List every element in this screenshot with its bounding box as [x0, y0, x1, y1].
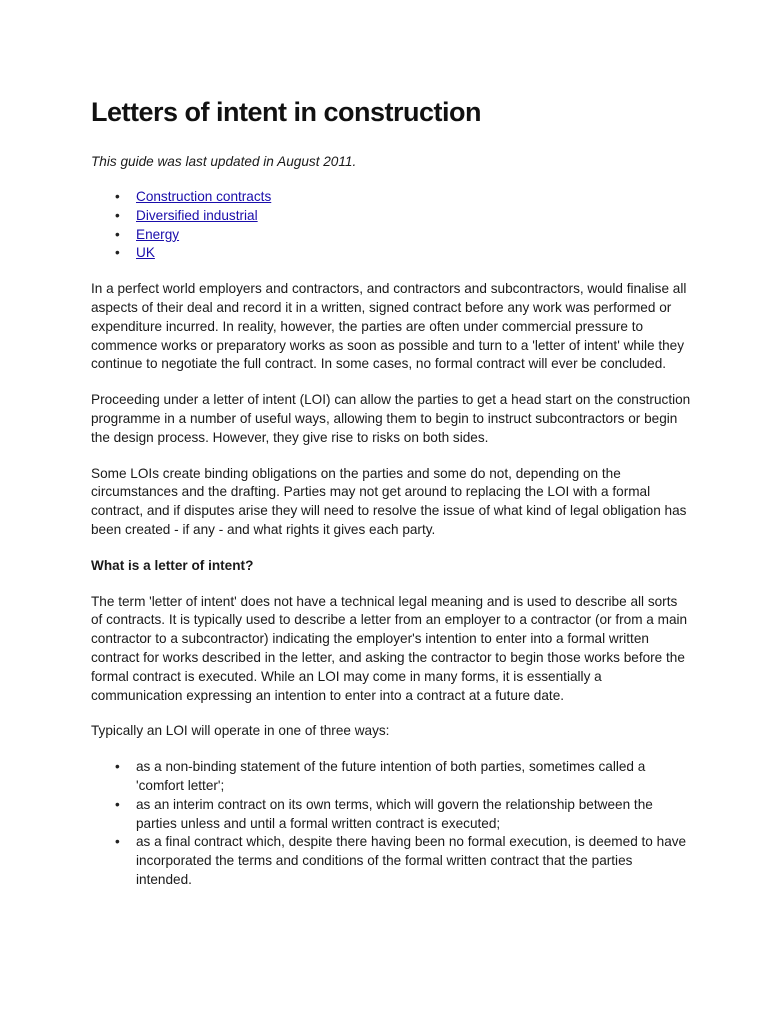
tag-link-construction-contracts[interactable]: Construction contracts	[136, 189, 272, 204]
intro-paragraph-3: Some LOIs create binding obligations on the parties and some do not, depending on the circumstances and the drafting. Parties may not get around to replacing the LOI with a formal contract, and if disputes arise they will need to resolve the issue of what kind of legal obligation has been created - if any - and what rights it gives each party.	[91, 465, 687, 537]
list-item: • as an interim contract on its own terms, which will govern the relationship between the parties unless and until a formal written contract is executed;	[91, 796, 691, 834]
intro-paragraph-1: In a perfect world employers and contractors, and contractors and subcontractors, would finalise all aspects of their deal and record it in a written, signed contract before any work was performed or expenditure incurred. In reality, however, the parties are often under commercial pressure to commence works or preparatory works as soon as possible and turn to a 'letter of intent' while they continue to negotiate the full contract. In some cases, no formal contract will ever be concluded.	[91, 281, 687, 372]
tag-link-diversified-industrial[interactable]: Diversified industrial	[136, 207, 258, 223]
list-item	[91, 244, 691, 263]
article	[91, 92, 691, 890]
list-item	[91, 207, 691, 226]
last-updated-note: This guide was last updated in August 2011.	[91, 154, 357, 169]
list-item	[91, 188, 691, 207]
tag-link-uk[interactable]: UK	[136, 245, 155, 261]
section-heading: What is a letter of intent?	[91, 557, 254, 573]
tag-list	[91, 188, 691, 263]
list-item: • as a non-binding statement of the future intention of both parties, sometimes called a 'comfort letter';	[91, 758, 691, 796]
intro-paragraph-2: Proceeding under a letter of intent (LOI) can allow the parties to get a head start on the construction programme in a number of useful ways, allowing them to begin to instruct subcontractors or begin the design process. However, they give rise to risks on both sides.	[91, 392, 691, 445]
list-item	[91, 226, 691, 245]
section-paragraph-1: The term 'letter of intent' does not have a technical legal meaning and is used to describe all sorts of contracts. It is typically used to describe a letter from an employer to a contractor (or from a main contractor to a subcontractor) indicating the employer's intention to enter into a formal written contract for works described in the letter, and asking the contractor to begin those works before the formal contract is executed. While an LOI may come in many forms, it is essentially a communication expressing an intention to enter into a contract at a future date.	[91, 593, 688, 703]
list-item: • as a final contract which, despite there having been no formal execution, is deemed to have incorporated the terms and conditions of the formal written contract that the parties intended.	[91, 833, 691, 889]
tag-link-energy[interactable]: Energy	[136, 226, 180, 242]
page-title: Letters of intent in construction	[91, 97, 482, 127]
ways-list	[91, 758, 691, 890]
section-paragraph-2: Typically an LOI will operate in one of three ways:	[91, 723, 390, 739]
